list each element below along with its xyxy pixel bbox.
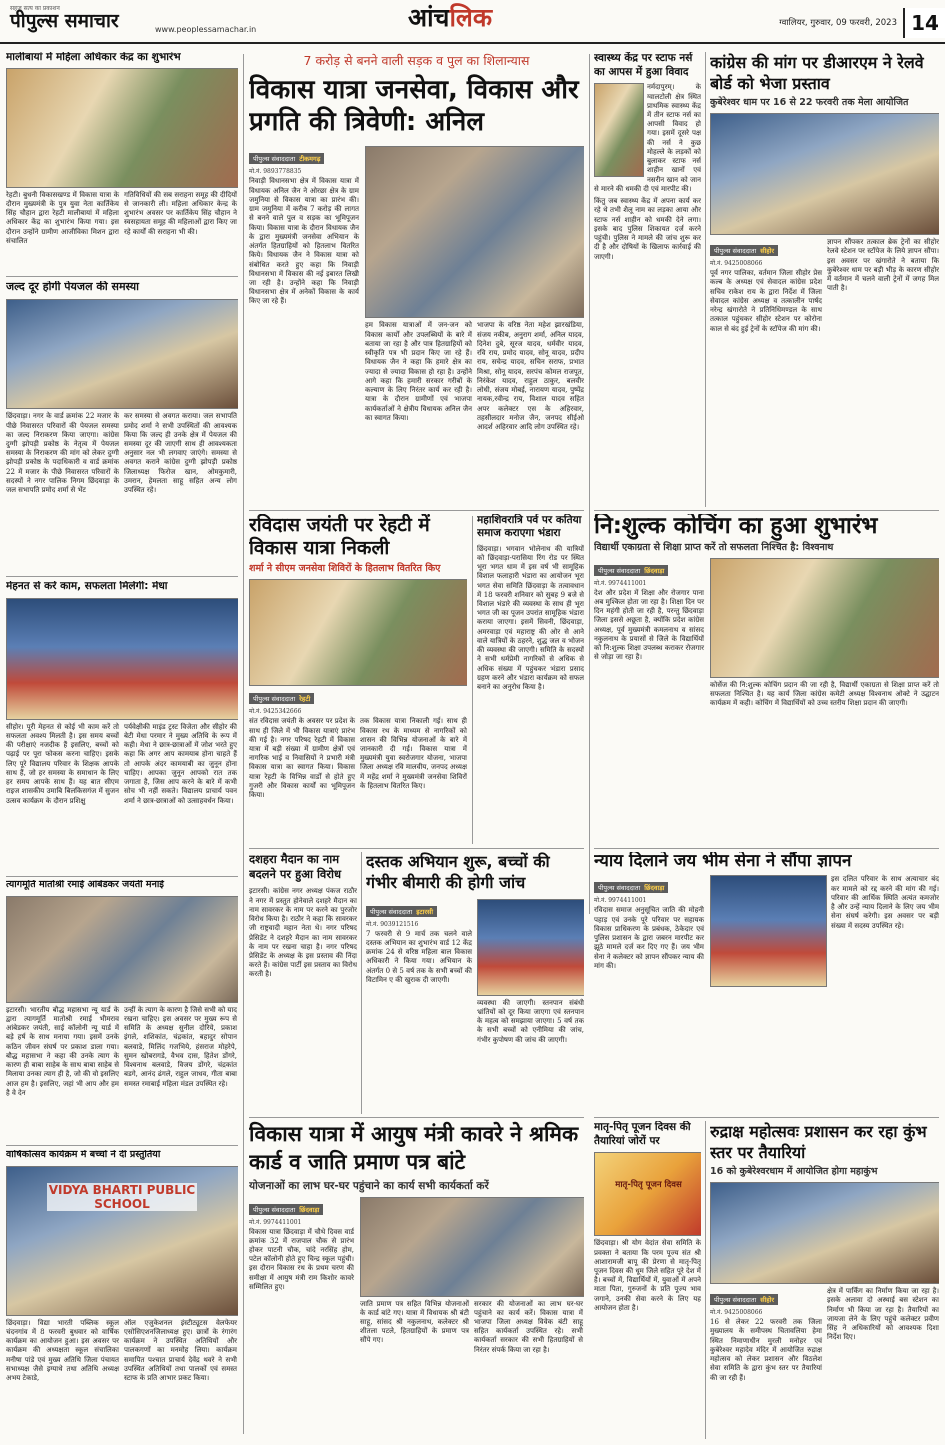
dateline: ग्वालियर, गुरुवार, 09 फरवरी, 2023 [779,18,897,28]
section-title-a: आंच [408,3,450,32]
divider [249,1117,584,1118]
mobile-number: मो.नं. 9425008066 [710,260,763,268]
mahashivratri-headline: महाशिवरात्रि पर्व पर कतिया समाज कराएगा भंडारा [477,514,582,539]
section-title-b: लिक [449,3,493,32]
ravidas-subhead: शर्मा ने सीएम जनसेवा शिविरों के हितलाभ वितरित किए [249,563,441,575]
rudraksh-subhead: 16 को कुबेरेश्वरधाम में आयोजित होगा महाकुंभ [710,1166,878,1178]
story-photo [6,68,238,188]
dastak-body-2: व्यवस्था की जाएगी। स्तनपान संबंधी भ्रांतियों को दूर किया जाएगा एवं स्तनपान के महत्व को समझाया जाएगा। 5 वर्ष तक के सभी बच्चों को एनीमिया की जांच, गंभीर कुपोषण की जांच की जाएगी। [477,998,584,1044]
divider [6,1145,238,1146]
rudraksh-body-1: 16 से लेकर 22 फरवरी तक जिला मुख्यालय के समीपस्थ चितावलिया हेमा स्थित निमाणाधीन मुरली मनोहर एवं कुबेरेश्वर महादेव मंदिर में आयोजित रुद्राक्ष महोत्सव को लेकर प्रशासन और विठलेश सेवा समिति के द्वारा कुंभ स्तर पर तैयारियां की जा रही हैं। [710,1318,822,1382]
story-photo [477,899,584,996]
dastak-story [366,852,584,1114]
brand-name: पीपुल्स समाचार [10,10,119,32]
column-rule [705,52,706,507]
lead-kicker: 7 करोड़ से बनने वाली सड़क व पुल का शिलान्यास [303,53,530,68]
page-number: 14 [903,8,945,38]
lead-headline: विकास यात्रा जनसेवा, विकास और प्रगति की त्रिवेणी: अनिल [249,75,579,137]
section-title [408,4,492,32]
left-body-4b: उन्हीं के त्याग के कारण है जिसे सभी को याद रखना चाहिए। इस अवसर पर मुख्य रूप से समिति के अध्यक्ष सुनील दोरिये, प्रकाश इंगले, शशिकांत, चंद्रकांत, बहादुर सोपान बलवाडे, मिलिंद गजभिये, हंसराज मोहरेपे, सुमन खोबरागडे, वैभव दास, हितेश डोंगरे, विश्वनाथ बलवाडे, विजय डोंगरे, चंद्रकांत बडगे, आनंद ढंगले, राहुल जाधव, गीता बाबा समस्त रमाबाई महिला मंडल उपस्थित रहे। [124,1005,237,1088]
brand-tag: सहज सत्य का प्रकाशन [10,5,60,12]
swasthya-body-2: किंतु जब स्वास्थ्य केंद्र में अपना कार्य कर रहे थे तभी शैलू नाम का लड़का आया और स्टाफ नर्स शाहीन को धमकी देने लगा। इसके बाद पुलिस शिकायत दर्ज करने पहुंची। पुलिस ने मामले की जांच शुरू कर दी है और दोषियों के खिलाफ कार्रवाई की जाएगी। [594,197,701,261]
rudraksh-body-2: क्षेत्र में पार्किंग का निर्माण किया जा रहा है। इसके अलावा दो अस्थाई बस स्टेशन का निर्माण भी किया जा रहा है। तैयारियों का जायजा लेने के लिए पहुंचे कलेक्टर प्रवीण सिंह ने अधिकारियों को आवश्यक दिशा निर्देश दिए। [827,1287,939,1342]
dashahra-story [249,852,357,1114]
coaching-story [594,514,939,844]
congress-body-2: पूर्व नगर पालिका, वर्तमान जिला सीहोर प्रेस कल्ब के अध्यक्ष एवं सेवादल कांग्रेस प्रदेश सचिव राकेश राय के द्वारा निर्देश में जिला सेवादल कांग्रेस अध्यक्ष व तत्कालीन पार्षद नरेन्द्र खंगारोते ने प्रतिनिधिमण्डल के साथ तत्काल पहुंचकर सीहोर स्टेशन पर कोरोना काल से बंद हुई ट्रेनों के स्टॉपेज की मांग की। [710,269,822,333]
ravidas-body-2: तक विकास यात्रा निकाली गई। साथ ही विकास रथ के माध्यम से नागरिकों को शासन की विभिन्न योजनाओं के बारे में जानकारी दी गई। विकास यात्रा में मुख्यमंत्री युवा स्वरोजगार योजना, भाजपा जिला अध्यक्ष रवि मालवीय, जनपद अध्यक्ष में महेंद्र शर्मा ने मुख्यमंत्री जनसेवा शिविरों के हितलाभ वितरित किए। [360,717,467,790]
matru-banner-text: मातृ-पितृ पूजन दिवस [615,1180,682,1191]
left-story-5 [6,1150,238,1438]
nyay-headline: न्याय दिलाने जय भीम सेना ने सौंपा ज्ञापन [594,852,852,871]
byline: पीपुल्स संवाददाता छिंदवाड़ा [249,1204,323,1215]
story-photo [710,875,827,987]
mobile-number: मो.नं. 9974411001 [249,1218,302,1226]
ravidas-body-1: संत रविदास जयंती के अवसर पर प्रदेश के साथ ही जिले में भी विकास यात्राएं प्रारंभ की गई है। नगर परिषद रेहटी में विकास यात्रा में बड़ी संख्या में ग्रामीण क्षेत्रों एवं नागरिक भाई व निवासियों ने प्रभारी मंत्री विकास यात्रा का स्वागत किया। विकास यात्रा रेहटी के विभिन्न वार्डों से होते हुए गुजरी और विकास कार्यों का भूमिपूजन किया। [249,717,355,800]
dashahra-headline: दशहरा मैदान का नाम बदलने पर हुआ विरोध [249,852,342,882]
left-body-5b: ऑल एजुकेशनल इंस्टीट्यूटस वेलफेयर एसोसिएशनजिलाध्यक्ष हुए। छात्रों के रंगारंग कार्यक्रम ने उपस्थित अतिथियों और पालकगणों का मनमोह लिया। कार्यक्रम समापित पश्चात प्राचार्य देवेंद्र थवरे ने सभी उपस्थित अतिथियों तथा पालकों एवं समस्त स्टाफ के प्रति आभार प्रकट किया। [124,1318,237,1383]
ayush-body-3: सरकार की योजनाओं का लाभ घर-घर पहुंचाने का कार्य करें। विकास यात्रा में भाजपा जिला अध्यक्ष विवेक बंटी साहू सहित कार्यकर्ता उपस्थित रहे। सभी कार्यकर्ता सरकार की सभी हितग्राहियों से निरंतर संपर्क किया जा रहा है। [474,1299,583,1354]
congress-story [710,52,939,507]
byline: पीपुल्स संवाददाता रेहटी [249,693,314,704]
matru-headline: मातृ-पितृ पूजन दिवस की तैयारियां जोरों पर [594,1121,691,1147]
masthead [0,0,945,44]
congress-body-1: ज्ञापन सौंपकर तत्काल ब्रेक ट्रेनों का सीहोर रेलवे स्टेशन पर स्टॉपेज के लिये ज्ञापन सौंपा। इस अवसर पर खंगारोते ने बताया कि कुबेरेश्वर धाम पर बड़ी भीड़ के कारण सीहोर में वर्तमान में चलने वाली ट्रेनों में जगह मिल पाती है। [827,238,939,293]
site-url[interactable]: www.peoplessamachar.in [155,25,257,34]
coaching-body-2: कोर्सेज की नि:शुल्क कोचिंग प्रदान की जा रही है, विद्यार्थी एकाग्रता से शिक्षा प्राप्त करें तो सफलता निश्चित है। यह कार्य जिला कांग्रेस कमेटी अध्यक्ष विश्वनाथ ओक्टे ने उद्घाटन कार्यक्रम में कही। कोचिंग में विद्यार्थियों को उच्च स्तरीय शिक्षा प्रदान की जाएगी। [710,680,939,708]
divider [6,876,238,877]
column-rule [705,1121,706,1439]
nyay-body-1: रविदास समाज अनुसूचित जाति की मोहनी पहाड़ एवं उनके पूरे परिवार पर सहायक विकास प्राधिकरण के प्रबंधक, ठेकेदार एवं पुलिस प्रशासन के द्वारा जबरन मारपीट कर झूठे मामले दर्ज कर दिए गए हैं। जय भीम सेना ने कलेक्टर को ज्ञापन सौंपकर न्याय की मांग की। [594,906,704,970]
divider [594,1117,939,1118]
school-sign: VIDYA BHARTI PUBLIC SCHOOL [48,1182,196,1211]
byline: पीपुल्स संवाददाता सीहोर [710,1294,778,1305]
left-body-2b: कर समस्या से अवगत कराया। जल सभापति प्रमोद शर्मा ने सभी उपस्थितों की आवश्यक किया कि जल्द ही उनके क्षेत्र में पेयजल की समस्या दूर की जाएगी साथ ही आवश्यकता अनुसार नल भी लगवाए जाएंगे। समस्या से अवगत कराने कांग्रेस दुग्गी झोपड़ी प्रकोष्ठ जिलाध्यक्ष फिरोज खान, ओमकुमारी, उमरान, हेमलता साहू सहित अन्य लोग उपस्थित रहे। [124,412,237,495]
mobile-number: मो.नं. 9974411001 [594,897,647,905]
lead-story [249,52,584,507]
matru-body: छिंदवाड़ा। श्री योग वेदांत सेवा समिति के प्रवक्ता ने बताया कि परम पूज्य संत श्री आशारामजी बापू की प्रेरणा से मातृ-पितृ पूजन दिवस की धूम जिले सहित पूरे देश में है। बच्चों में, विद्यार्थियों में, युवाओं में अपने माता पिता, गुरुजनों के प्रति पूज्य भाव जगाने, उनकी सेवा करने के लिए यह आयोजन होता है। [594,1239,701,1312]
story-photo [249,579,467,686]
story-photo [6,896,238,1003]
divider [594,848,939,849]
ayush-story [249,1121,584,1439]
dastak-body-1: 7 फरवरी से 9 मार्च तक चलने वाले दस्तक अभियान का शुभारंभ वार्ड 12 केंद्र क्रमांक 24 से वरिष्ठ महिला बाल विकास अधिकारी ने किया गया। अभियान के अंतर्गत 0 से 5 वर्ष तक के सभी बच्चों की विटामिन ए की खुराक दी जाएगी। [366,929,472,984]
mahashivratri-body: छिंदवाड़ा। भगवान भोलेनाथ की यात्रियों को छिंदवाड़ा-परासिया रिंग रोड पर स्थित भूरा भगत धाम में इस वर्ष भी सामूहिक विशाल फलाहारी भंडारा का आयोजन भूरा भगत सेवा समिति छिंदवाड़ा के तत्वावधान में 18 फरवरी शनिवार को सुबह 9 बजे से विशाल भंडारे की व्यवस्था के साथ ही भूरा भगत जी का पूजन उपरांत सामूहिक भंडारा कराया जाएगा। इसमें सिवनी, छिंदवाड़ा, अमरवाड़ा एवं महाराष्ट्र की ओर से आने वाले यात्रियों के ठहरने, शुद्ध जल व भोजन की व्यवस्था की जाएगी। समिति के सदस्यों ने सभी धर्मप्रेमी नागरिकों से अधिक से अधिक संख्या में पहुंचकर भंडारा प्रसाद ग्रहण करने और भंडारा कार्यक्रम को सफल बनाने का अनुरोध किया है। [477,544,584,692]
divider [6,576,238,577]
matru-banner-photo [594,1152,701,1236]
story-photo [6,1166,238,1316]
left-story-2 [6,281,238,571]
dashahra-body: इटारसी। कांग्रेस नगर अध्यक्ष पंकज राठौर ने नगर में प्रस्तुत होनेवाले दशहरे मैदान का नाम सावरकर के नाम पर करने का पुरजोर विरोध किया है। राठौर ने कहा कि सावरकर जी राष्ट्रवादी महान नेता थे। नगर परिषद प्रेसिडेंट ने दशहरे मैदान का नाम सावरकर के नाम पर रखना चाहा है। नगर परिषद प्रेसिडेंट के अध्यक्ष के इस प्रस्ताव की निंदा करते हैं। कांग्रेस पार्टी इस प्रस्ताव का विरोध करती है। [249,887,357,979]
left-story-1 [6,52,238,270]
divider [249,510,584,511]
story-photo [594,83,644,177]
story-photo [6,299,238,409]
left-headline-1: मालीबायां में महिला अधिकार केंद्र का शुभारंभ [6,52,181,63]
ayush-subhead: योजनाओं का लाभ घर-घर पहुंचाने का कार्य सभी कार्यकर्ता करें [249,1180,489,1193]
left-headline-2: जल्द दूर होगी पेयजल की समस्या [6,281,140,293]
divider [6,276,238,277]
column-rule [243,54,244,1434]
swasthya-story [594,52,701,507]
rudraksh-story [710,1121,939,1439]
story-photo [710,113,939,235]
mobile-number: मो.नं. 9425008066 [710,1309,763,1317]
story-photo [710,558,939,678]
ravidas-headline: रविदास जयंती पर रेहटी में विकास यात्रा निकली [249,514,430,560]
lead-body-3: भाजपा के वरिष्ठ नेता महेश झारखंडिया, संजय नकीब, अनुराग शर्मा, अनिल यादव, दिनेश दुबे, सूरज यादव, धर्मवीर यादव, रवि राय, प्रमोद यादव, सोनू यादव, प्रदीप राय, सचेन्द्र यादव, सचिन सराफ, प्रभात मिश्रा, सोनू यादव, सरपंच कोमल राजपूत, निरंकेश यादव, राहुल ठाकुर, बलवीर लोधी, संजय मोबई, नारायण यादव, पुष्पेंद्र नायक,रवीन्द्र राय, विशाल यादव सहित अपर कलेक्टर एस के अहिरवार, तहसीलदार मनोज जैन, जनपद सीईओ आदर्श अहिरवार आदि लोग उपस्थित रहे। [477,321,584,432]
nyay-body-2: इस दलित परिवार के साथ अत्याचार बंद कर मामले को रद्द करने की मांग की गई। परिवार की आर्थिक स्थिति अत्यंत कमजोर है और उन्हें न्याय दिलाने के लिए जय भीम सेना संघर्ष करेगी। इस अवसर पर बड़ी संख्या में सदस्य उपस्थित रहे। [831,875,939,930]
ayush-body-1: विकास यात्रा छिंदवाड़ा में चौथे दिवस वार्ड क्रमांक 32 में राजपाल चौक से प्रारंभ होकर पाटनी चौक, चांदे नरसिंह होम, पटेल कॉलोनी होते हुए चिन्द्र स्कूल पहुंची। इस दौरान विकास रथ के प्रथम चरण की समीक्षा में आयुष मंत्री राम किशोर कावरे सम्मिलित हुए। [249,1227,354,1291]
left-headline-5: वार्षिकोत्सव कार्यक्रम में बच्चों ने दी प्रस्तुतियां [6,1150,161,1160]
story-photo [6,598,238,720]
ayush-body-2: जाति प्रमाण पत्र सहित विभिन्न योजनाओं के कार्ड बांटे गए। यात्रा में विधायक श्री बंटी साहू, सांसद श्री नकुलनाथ, कलेक्टर श्री शीतला पटले, हितग्राहियों के प्रमाण पत्र सौंपे गए। [360,1299,469,1345]
byline: पीपुल्स संवाददाता इटारसी [366,906,437,917]
mahashivratri-story [477,514,584,844]
left-headline-3: मेहनत से करें काम, सफलता मिलेगी: मेधा [6,581,168,592]
congress-headline: कांग्रेस की मांग पर डीआरएम ने रेलवे बोर्ड को भेजा प्रस्ताव [710,53,924,94]
lead-body-1: निवाड़ी विधानसभा क्षेत्र में विकास यात्रा में विधायक अनिल जैन ने ओरछा क्षेत्र के ग्राम जमुनिया से विकास यात्रा का प्रारंभ की। ग्राम जमुनिया में करीब 7 करोड़ की लागत से बनने वाले पुल व सड़क का भूमिपूजन किया। विकास यात्रा के दौरान विधायक जैन के द्वारा मुख्यमंत्री जनसेवा अभियान के अंतर्गत हितग्राहियों को हितलाभ वितरित किये। विधायक जैन ने विकास यात्रा को संबोधित करते हुए कहा कि निवाड़ी विधानसभा में विकास की नई इबारत लिखी जा रही है। उन्होंने कहा कि निवाड़ी विधानसभा क्षेत्र में अनेकों विकास के कार्य किए जा रहे हैं। [249,177,359,306]
left-body-1b: गतिविधियों की सब सराहना समूह की दीदियों से जानकारी ली। महिला अधिकार केन्द्र के शुभारंभ अवसर पर कार्तिकेय सिंह चौहान ने स्वसहायता समूह की महिलाओं द्वारा किए जा रहे कार्यों की सराहना भी की। [124,190,237,236]
byline: पीपुल्स संवाददाता सीहोर [710,245,778,256]
column-rule [472,516,473,844]
congress-subhead: कुबेरेश्वर धाम पर 16 से 22 फरवरी तक मेला आयोजित [710,97,909,109]
rudraksh-headline: रुद्राक्ष महोत्सवः प्रशासन कर रहा कुंभ स्तर पर तैयारियां [710,1122,927,1163]
byline: पीपुल्स संवाददाता छिंदवाड़ा [594,565,668,576]
byline: पीपुल्स संवाददाता छिंदवाड़ा [594,882,668,893]
left-story-3 [6,581,238,871]
divider [594,510,939,511]
swasthya-headline: स्वास्थ्य केंद्र पर स्टाफ नर्स का आपस में हुआ विवाद [594,52,693,78]
lead-photo [365,146,584,318]
ravidas-story [249,514,467,844]
column-rule [589,54,590,914]
left-story-4 [6,880,238,1140]
left-body-2a: छिंदवाड़ा। नगर के वार्ड क्रमांक 22 मजार के पीछे निवासरत परिवारों की पेयजल समस्या का जल्द निराकरण किया जाएगा। कांग्रेस दुग्गी झोपड़ी प्रकोष्ठ के नेतृत्व में पेयजल समस्या के निराकरण की मांग को लेकर दुग्गी झोपड़ी प्रकोष्ठ के पदाधिकारी व वार्ड क्रमांक 22 में मजार के पीछे निवासरत परिवारों के सदस्यों ने नगर पालिक निगम छिंदवाड़ा के जल सभापति प्रमोद शर्मा से भेंट [6,412,119,495]
ayush-headline: विकास यात्रा में आयुष मंत्री कावरे ने श्रमिक कार्ड व जाति प्रमाण पत्र बांटे [249,1122,579,1174]
matru-story [594,1121,701,1439]
divider [249,848,584,849]
nyay-story [594,852,939,1114]
left-body-5a: छिंदवाड़ा। विद्या भारती पब्लिक स्कूल चंदनगांव में 8 फरवरी बुधवार को वार्षिक कार्यक्रम का आयोजन हुआ। इस अवसर पर कार्यक्रम की अध्यक्षता स्कूल संचालिका मनीषा पांडे एवं मुख्य अतिथि जिला पंचायत सभाध्यक्ष जैसे इग्याथे तथा अतिथि अध्यक्ष अभय टेकाडे, [6,1318,119,1383]
left-body-3a: सीहोर। पूरी मेहनत से कोई भी काम करें तो सफलता अवश्य मिलती है। इस समय बच्चों की परीक्षाएं नजदीक हैं इसलिए, बच्चों को पढ़ाई पर पूरा फोकस करना चाहिए। इसके लिए पूरे विद्यालय परिवार के शिक्षक आपके साथ हैं, जो हर समस्या के समाधान के लिए हर समय आपके साथ हैं। यह बात सीएम राइज शासकीय उमाबि बिलकिसगंज में सुजन उत्सव कार्यक्रम के दौरान प्रशिक्षु [6,722,119,805]
mobile-number: मो.नं. 9974411001 [594,579,647,587]
story-photo [360,1197,584,1297]
lead-body-2: हम विकास यात्राओं में जन-जन को विकास कार्यों और उपलब्धियों के बारे में बताया जा रहा है और पात्र हितग्राहियों को स्वीकृति पत्र भी प्रदान किए जा रहे हैं। विधायक जैन ने कहा कि हमारे क्षेत्र का ज्यादा से ज्यादा विकास हो रहा है। उन्होंने आगे कहा कि हमारी सरकार गरीबों के कल्याण के लिए निरंतर कार्य कर रही है। यात्रा के दौरान ग्रामीणों एवं भाजपा कार्यकर्ताओं ने क्षेत्रीय विधायक अनिल जैन का स्वागत किया। [365,321,472,422]
mobile-number: मो.नं. 9893778835 [249,168,302,176]
swasthya-body-1: नर्मदापुरम्। के ग्वालटोली क्षेत्र स्थित प्राथमिक स्वास्थ्य केंद्र में तीन स्टाफ नर्स का आपसी विवाद हो गया। इसमें दूसरे पक्ष की नर्स ने कुछ मोहल्ले के लड़कों को बुलाकर स्टाफ नर्स शाहीन खानों एवं नसरीन खान को जान से मारने की धमकी दी एवं मारपीट की। [594,83,701,193]
coaching-body-1: देश और प्रदेश में शिक्षा और रोजगार पाना अब मुश्किल होता जा रहा है। शिक्षा दिन पर दिन महंगी होती जा रही है, परन्तु छिंदवाड़ा जिला इससे अछूता है, क्योंकि प्रदेश कांग्रेस अध्यक्ष, पूर्व मुख्यमंत्री कमलनाथ व सांसद नकुलनाथ के प्रयासों से जिले के विद्यार्थियों को नि:शुल्क शिक्षा उपलब्ध कराकर रोजगार से जोड़ा जा रहा है। [594,588,704,662]
left-body-4a: इटारसी। भारतीय बौद्ध महासभा न्यू यार्ड के द्वारा त्यागमूर्ति मातोश्री रमाई भीमराव आंबेडकर जयंती, साई कॉलोनी न्यू यार्ड में बड़े हर्ष के साथ मनाया गया। इसमें उनके कठिन जीवन संघर्ष पर प्रकाश डाला गया। बौद्ध महासभा ने कहा की उनके त्याग के कारण ही बाबा साहेब के साथ बाबा साहेब से मिलाया उनका त्याग ही है, जो की वो इसलिए आज हम है। इसलिए, जहां भी आप और हम है वे देन [6,1005,119,1097]
brand-logo [10,4,119,31]
left-body-1a: रेहटी। बुधनी विकासखण्ड में विकास यात्रा के दौरान मुख्यमंत्री के पुत्र युवा नेता कार्तिकेय सिंह चौहान द्वारा रेहटी मालीबायां में महिला अधिकार केंद्र का शुभारंभ किया गया। इस दौरान उन्होंने ग्रामीण आजीविका मिशन द्वारा संचालित [6,190,119,245]
coaching-headline: नि:शुल्क कोचिंग का हुआ शुभारंभ [594,514,878,539]
coaching-subhead: विद्यार्थी एकाग्रता से शिक्षा प्राप्त करें तो सफलता निश्चित है: विश्वनाथ [594,541,834,553]
story-photo [710,1182,939,1284]
mobile-number: मो.नं. 9039121516 [366,920,419,928]
byline: पीपुल्स संवाददाता टीकमगढ़ [249,153,324,164]
left-headline-4: त्यागमूर्ति मातोश्री रमाई आंबेडकर जयंती मनाई [6,880,164,890]
column-rule [361,852,362,1114]
mobile-number: मो.नं. 9425342666 [249,708,302,716]
dastak-headline: दस्तक अभियान शुरू, बच्चों की गंभीर बीमारी की होगी जांच [366,852,550,892]
left-body-3b: पर्यवेक्षीकी माइंड ट्रस्ट विजेता और सीहोर की बेटी मेधा परमार ने मुख्य अतिथि के रूप में कही। मेधा ने छात्र-छात्राओं में जोश भरते हुए कहा कि अगर आप कामयाब होना चाहते हैं तो आपके अंदर कामयाबी का जुनून होना चाहिए। आपका जुनून आपको रात तक जगाता है, जिस आप करने के बारे में कभी सोच भी नहीं सकते। विद्यालय प्राचार्य पवन शर्मा ने छात्र-छात्राओं को उत्साहवर्धन किया। [124,722,237,805]
